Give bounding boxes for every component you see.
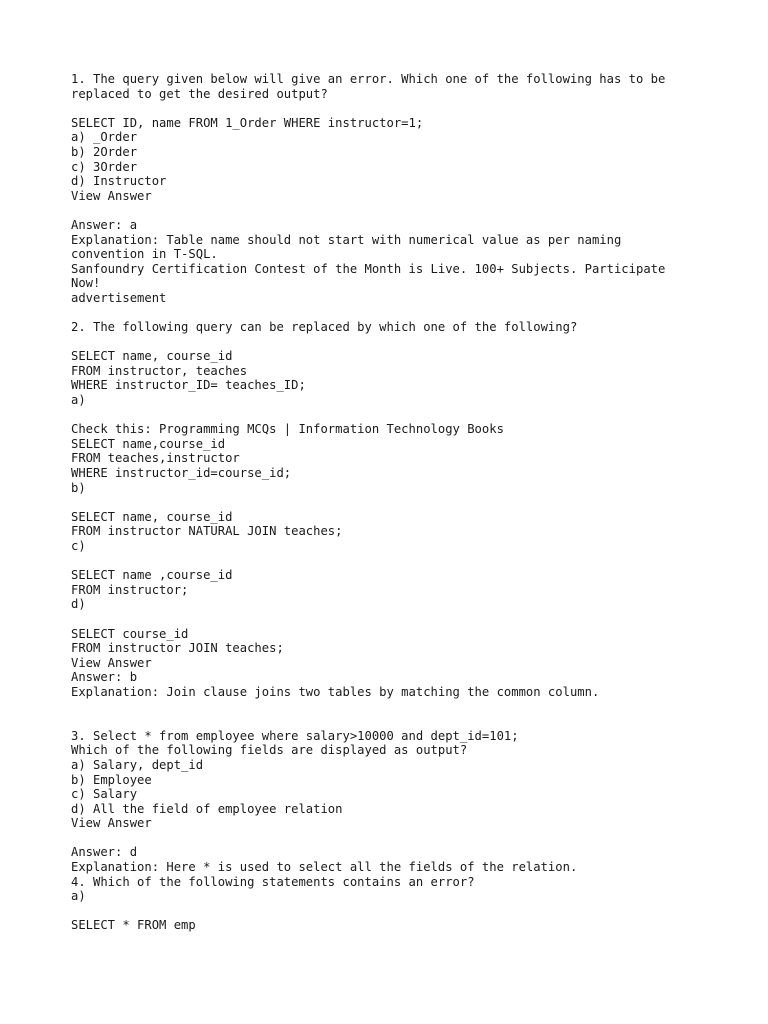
document-body <box>71 72 711 933</box>
option-line: c) Salary <box>71 787 138 802</box>
code-line: FROM instructor NATURAL JOIN teaches; <box>71 524 343 539</box>
question-line: 4. Which of the following statements contains an error? <box>71 874 475 889</box>
option-line: d) <box>71 597 86 612</box>
code-line: WHERE instructor_id=course_id; <box>71 466 292 481</box>
question-line: Which of the following fields are displayed as output? <box>71 743 468 758</box>
code-line: FROM instructor, teaches <box>71 363 248 378</box>
code-line: FROM instructor; <box>71 582 189 597</box>
blank-line <box>71 904 711 919</box>
question-line: 3. Select * from employee where salary>10000 and dept_id=101; <box>71 728 519 743</box>
option-line: a) <box>71 889 86 904</box>
option-line: c) <box>71 539 86 553</box>
option-line: d) All the field of employee relation <box>71 801 343 816</box>
option-line: c) 3Order <box>71 159 138 174</box>
promo-line[interactable]: Sanfoundry Certification Contest of the Month is Live. 100+ Subjects. Participate <box>71 261 666 276</box>
blank-line <box>71 101 711 116</box>
option-line: b) Employee <box>71 772 152 787</box>
option-line: b) <box>71 480 86 495</box>
code-line: WHERE instructor_ID= teaches_ID; <box>71 378 306 393</box>
code-line: SELECT * FROM emp <box>71 918 196 933</box>
option-line: d) Instructor <box>71 174 167 189</box>
question-line: 2. The following query can be replaced by which one of the following? <box>71 320 578 335</box>
blank-line <box>71 335 711 350</box>
blank-line <box>71 554 711 569</box>
code-line: SELECT name, course_id <box>71 509 233 524</box>
code-line: SELECT name,course_id <box>71 436 226 451</box>
code-line: SELECT name ,course_id <box>71 568 233 583</box>
code-line: SELECT name, course_id <box>71 349 233 364</box>
option-line: b) 2Order <box>71 144 138 159</box>
related-links-line[interactable]: Check this: Programming MCQs | Information Technology Books <box>71 422 504 437</box>
explanation-line: Explanation: Here * is used to select all the fields of the relation. <box>71 860 578 875</box>
blank-line <box>71 700 711 715</box>
explanation-line: Explanation: Table name should not start with numerical value as per naming <box>71 232 622 247</box>
explanation-line: convention in T-SQL. <box>71 247 218 262</box>
option-line: a) Salary, dept_id <box>71 757 204 772</box>
code-line: FROM teaches,instructor <box>71 451 240 466</box>
text-line: replaced to get the desired output? <box>71 86 328 101</box>
view-answer-link[interactable]: View Answer <box>71 655 152 670</box>
view-answer-link[interactable]: View Answer <box>71 188 152 203</box>
answer-line: Answer: a <box>71 217 138 232</box>
blank-line <box>71 831 711 846</box>
answer-line: Answer: b <box>71 670 138 685</box>
option-line: a) _Order <box>71 130 138 145</box>
blank-line <box>71 612 711 627</box>
code-line: SELECT ID, name FROM 1_Order WHERE instructor=1; <box>71 115 424 130</box>
blank-line <box>71 306 711 321</box>
text-line: 1. The query given below will give an error. Which one of the following has to be <box>71 72 666 86</box>
code-line: FROM instructor JOIN teaches; <box>71 641 284 656</box>
answer-line: Answer: d <box>71 845 138 860</box>
blank-line <box>71 408 711 423</box>
blank-line <box>71 714 711 729</box>
blank-line <box>71 495 711 510</box>
view-answer-link[interactable]: View Answer <box>71 816 152 831</box>
explanation-line: Explanation: Join clause joins two tables by matching the common column. <box>71 684 600 699</box>
code-line: SELECT course_id <box>71 626 189 641</box>
option-line: a) <box>71 393 86 408</box>
blank-line <box>71 203 711 218</box>
advertisement-label: advertisement <box>71 290 167 305</box>
promo-line[interactable]: Now! <box>71 276 101 291</box>
